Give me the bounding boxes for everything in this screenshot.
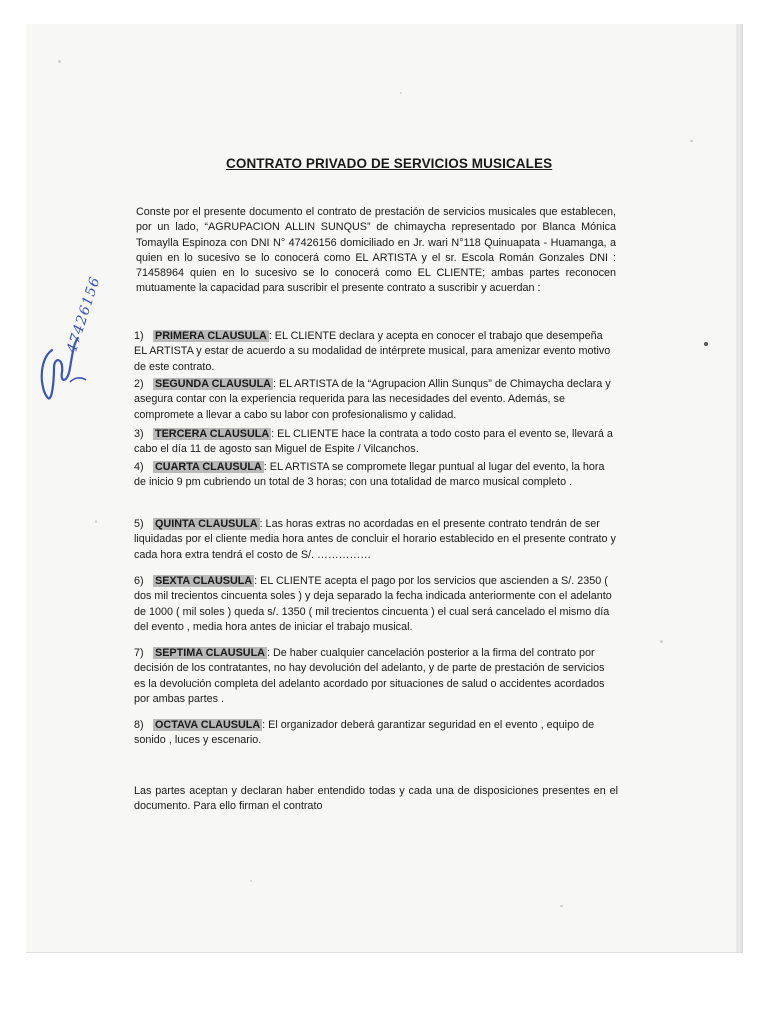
clause-5 — [134, 517, 618, 563]
scan-speck — [95, 520, 97, 523]
scan-speck — [704, 342, 708, 346]
clause-heading: SEPTIMA CLAUSULA — [155, 647, 265, 659]
clause-text: : De haber cualquier cancelación posterior a la firma del contrato por decisión de los contratantes, no hay devolución del adelanto, y de parte de prestación de servicios es la devolución completa del adelanto acordado por situaciones de salud o accidentes acordados por ambas partes . — [134, 647, 605, 705]
clause-heading: PRIMERA CLAUSULA — [155, 330, 267, 342]
clause-heading: CUARTA CLAUSULA — [155, 461, 262, 473]
handwritten-number: 47426156 — [64, 274, 104, 355]
clause-number: 6) — [134, 575, 144, 587]
clause-heading: OCTAVA CLAUSULA — [155, 719, 261, 731]
scan-speck — [560, 905, 563, 907]
clause-1 — [134, 329, 618, 375]
clause-8 — [134, 718, 618, 749]
clause-4 — [134, 460, 618, 491]
closing-paragraph: Las partes aceptan y declaran haber entendido todas y cada una de disposiciones presentes en el documento. Para ello firman el contrato — [134, 785, 618, 813]
clause-number: 2) — [134, 378, 144, 390]
clause-number: 8) — [134, 719, 144, 731]
clause-text: : EL CLIENTE acepta el pago por los servicios que ascienden a S/. 2350 ( dos mil trecientos cincuenta soles ) y deja separado la fecha indicada anteriormente con el adelanto de 1000 ( mil soles ) queda s/. 1350 ( mil trecientos cincuenta ) el cual será cancelado el mismo día del evento , media hora antes de iniciar el trabajo musical. — [134, 575, 612, 633]
clause-text: : Las horas extras no acordadas en el presente contrato tendrán de ser liquidadas por el cliente media hora antes de concluir el horario establecido en el presente contrato y cada hora extra tendrá el costo de S/. …………… — [134, 518, 616, 561]
intro-paragraph: Conste por el presente documento el contrato de prestación de servicios musicales que establecen, por un lado, “AGRUPACION ALLIN SUNQUS” de chimaycha representado por Blanca Mónica Tomaylla Espinoza con DNI N° 47426156 domiciliado en Jr. wari N°118 Quinuapata - Huamanga, a quien en lo sucesivo se lo conocerá como EL ARTISTA y el sr. Escola Román Gonzales DNI : 71458964 quien en lo sucesivo se lo conocerá como EL CLIENTE; ambas partes reconocen mutuamente la capacidad para suscribir el presente contrato a suscribir y acuerdan : — [136, 206, 616, 295]
clause-heading: QUINTA CLAUSULA — [155, 518, 258, 530]
clause-number: 1) — [134, 330, 144, 342]
document-title: CONTRATO PRIVADO DE SERVICIOS MUSICALES — [226, 156, 553, 171]
clause-6 — [134, 574, 618, 635]
clause-text: : EL ARTISTA de la “Agrupacion Allin Sunqus” de Chimaycha declara y asegura contar con la experiencia requerida para las necesidades del evento. Además, se compromete a llevar a cabo su labor con profesionalismo y calidad. — [134, 378, 611, 421]
scan-speck — [58, 60, 61, 63]
clause-text: : EL CLIENTE declara y acepta en conocer el trabajo que desempeña EL ARTISTA y estar de acuerdo a su modalidad de intérprete musical, para amenizar evento motivo de este contrato. — [134, 330, 611, 373]
scan-speck — [250, 880, 252, 882]
clause-number: 3) — [134, 428, 144, 440]
scan-speck — [660, 640, 663, 643]
clause-number: 7) — [134, 647, 144, 659]
clause-heading: SEXTA CLAUSULA — [155, 575, 253, 587]
clause-7 — [134, 646, 618, 707]
clause-heading: SEGUNDA CLAUSULA — [155, 378, 271, 390]
clause-3 — [134, 427, 618, 458]
clause-text: : El organizador deberá garantizar seguridad en el evento , equipo de sonido , luces y escenario. — [134, 719, 595, 747]
page-edge — [736, 24, 742, 952]
scan-speck — [690, 140, 693, 142]
clause-text: : EL CLIENTE hace la contrata a todo costo para el evento se, llevará a cabo el día 11 de agosto san Miguel de Espite / Vilcanchos. — [134, 428, 613, 456]
scan-speck — [400, 92, 402, 94]
clause-number: 5) — [134, 518, 144, 530]
clause-2 — [134, 377, 618, 423]
clause-text: : EL ARTISTA se compromete llegar puntual al lugar del evento, la hora de inicio 9 pm cubriendo un total de 3 horas; con una totalidad de marco musical completo . — [134, 461, 605, 489]
clause-heading: TERCERA CLAUSULA — [155, 428, 270, 440]
clause-number: 4) — [134, 461, 144, 473]
